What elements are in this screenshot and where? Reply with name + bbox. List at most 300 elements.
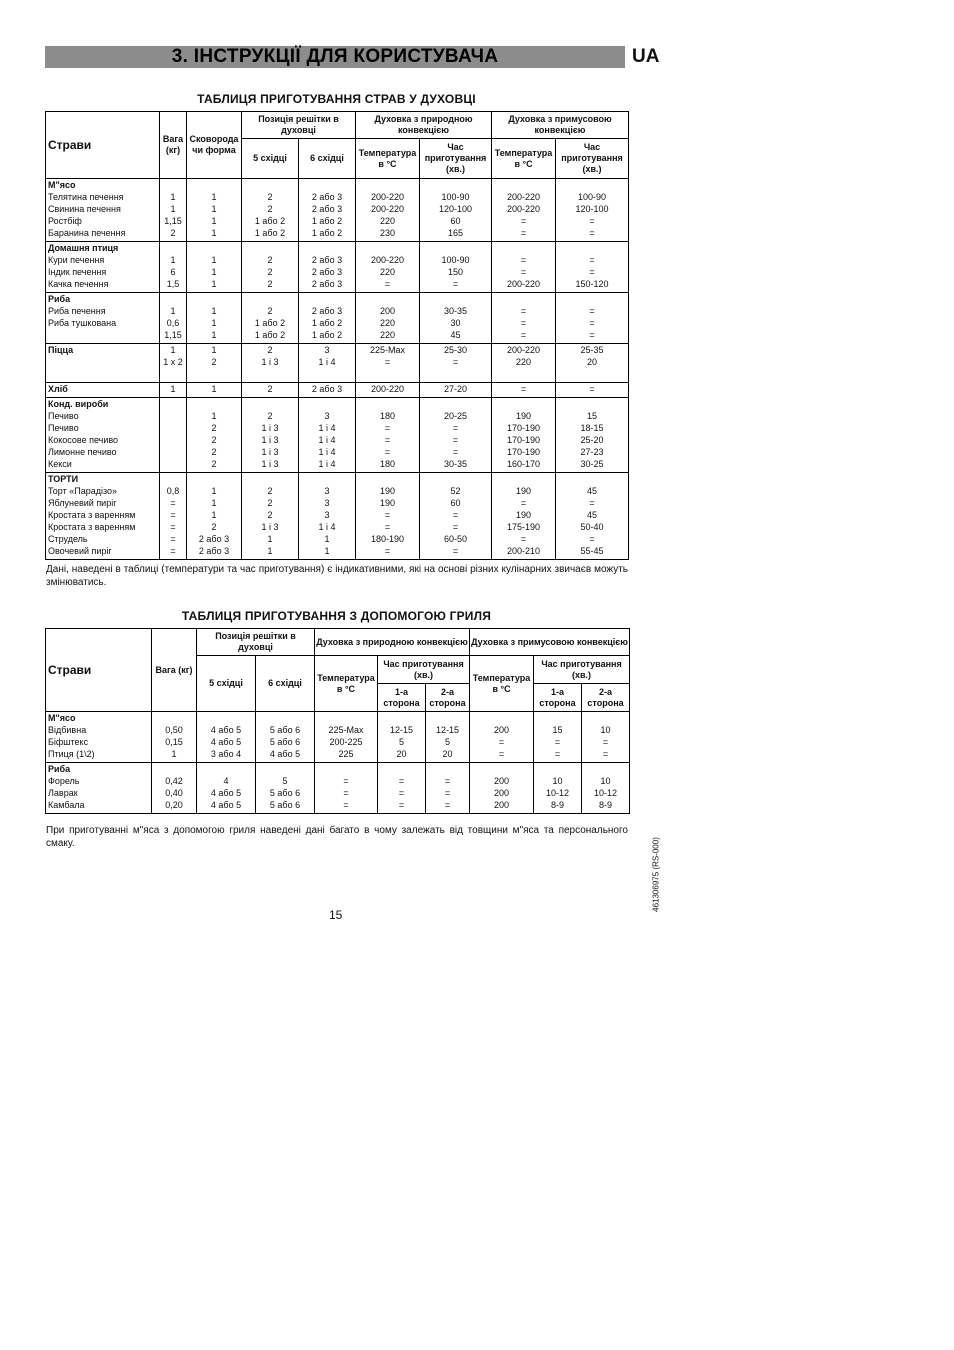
language-code: UA (632, 46, 660, 67)
spacer (470, 763, 533, 775)
spacer (187, 293, 241, 305)
dish-name: Телятина печення (48, 192, 124, 202)
cell-value: 0,6 (166, 318, 180, 328)
value-cell (492, 473, 556, 560)
spacer (420, 473, 491, 485)
cell-value: = (398, 788, 405, 798)
spacer (420, 368, 491, 380)
cell-value: 2 (267, 498, 273, 508)
cell-value: 1 (170, 255, 176, 265)
grill-header-natural-temp: Температура в °С (315, 656, 378, 712)
cell-value: 100-90 (578, 192, 607, 202)
cell-value: = (589, 216, 595, 226)
dish-name: Струдель (48, 534, 88, 544)
cell-value: 30-25 (580, 459, 604, 469)
spacer (420, 398, 491, 410)
value-cell (492, 242, 556, 293)
dish-name: Баранина печення (48, 228, 126, 238)
value-cell (187, 179, 242, 242)
cell-value: = (384, 423, 391, 433)
cell-value: = (384, 357, 391, 367)
cell-value: = (452, 522, 459, 532)
cell-value: 1 або 2 (311, 318, 343, 328)
cell-value: = (602, 749, 609, 759)
grill-header-forced-temp: Температура в °С (470, 656, 534, 712)
value-cell (492, 179, 556, 242)
cell-value: 2 (267, 279, 273, 289)
cell-value: 2 (211, 522, 217, 532)
dish-name: Печиво (48, 423, 79, 433)
value-cell (242, 344, 299, 383)
cell-value: 45 (587, 486, 598, 496)
cell-value: = (452, 279, 459, 289)
cell-value: 1 (171, 749, 177, 759)
value-cell (197, 763, 256, 814)
dish-name: Овочевий пиріг (48, 546, 112, 556)
cell-value: 1 і 3 (261, 447, 279, 457)
table-row-group (46, 383, 629, 398)
cell-value: = (384, 435, 391, 445)
value-cell (256, 763, 315, 814)
spacer (470, 712, 533, 724)
grill-table-title: ТАБЛИЦЯ ПРИГОТУВАННЯ З ДОПОМОГОЮ ГРИЛЯ (181, 609, 492, 623)
cell-value: 1,15 (164, 216, 182, 226)
cell-value: 8-9 (599, 800, 613, 810)
cell-value: 1 (211, 345, 217, 355)
cell-value: = (589, 306, 595, 316)
spacer (152, 712, 196, 724)
cell-value: = (384, 522, 391, 532)
value-cell (160, 398, 187, 473)
cell-value: 25-35 (580, 345, 604, 355)
cell-value: 4 (223, 776, 229, 786)
value-cell (187, 242, 242, 293)
cell-value: 200-220 (507, 192, 541, 202)
cell-value: = (170, 546, 176, 556)
cell-value: 5 або 6 (269, 725, 301, 735)
cell-value: = (520, 228, 527, 238)
value-cell (152, 712, 197, 763)
cell-value: 1 (211, 498, 217, 508)
cell-value: 0,20 (165, 800, 183, 810)
cell-value: 45 (587, 510, 598, 520)
table-row-group (46, 344, 629, 383)
spacer (187, 473, 241, 485)
spacer (160, 179, 186, 191)
dish-name: Відбивна (48, 725, 87, 735)
cell-value: 1 (211, 204, 217, 214)
value-cell (470, 763, 534, 814)
cell-value: 60 (450, 216, 461, 226)
cell-value: = (520, 498, 527, 508)
cell-value: = (520, 216, 527, 226)
dish-name-cell (46, 293, 160, 344)
spacer (160, 473, 186, 485)
spacer (299, 293, 355, 305)
cell-value: 4 або 5 (210, 800, 242, 810)
cell-value: 1 або 2 (254, 216, 286, 226)
cell-value (160, 458, 186, 470)
oven-table-title: ТАБЛИЦЯ ПРИГОТУВАННЯ СТРАВ У ДУХОВЦІ (197, 92, 476, 106)
value-cell (197, 712, 256, 763)
dish-name: Форель (48, 776, 80, 786)
value-cell (556, 383, 629, 398)
group-title: Домашня птиця (48, 243, 119, 253)
cell-value: 180 (379, 459, 396, 469)
value-cell (492, 344, 556, 383)
value-cell (242, 473, 299, 560)
value-cell (420, 473, 492, 560)
cell-value: 190 (516, 510, 532, 520)
header-forced-convection: Духовка з примусовою конвекцією (492, 112, 629, 139)
cell-value: 2 (211, 357, 217, 367)
cell-value: = (589, 228, 595, 238)
dish-name: Індик печення (48, 267, 107, 277)
dish-name: Свинина печення (48, 204, 121, 214)
cell-value: 30-35 (443, 306, 468, 316)
cell-value: 1 (170, 384, 176, 394)
cell-value: 30-35 (443, 459, 468, 469)
value-cell (534, 712, 582, 763)
spacer (492, 398, 555, 410)
cell-value: 220 (379, 216, 396, 226)
spacer (299, 179, 355, 191)
value-cell (187, 473, 242, 560)
cell-value: 3 (324, 510, 330, 520)
cell-value: 2 або 3 (198, 534, 230, 544)
dish-name: Ростбіф (48, 216, 82, 226)
dish-name: Кури печення (48, 255, 105, 265)
value-cell (420, 383, 492, 398)
cell-value: 200-225 (329, 737, 363, 747)
spacer (160, 242, 186, 254)
value-cell (556, 293, 629, 344)
spacer (582, 712, 629, 724)
spacer (242, 398, 298, 410)
cell-value: 1 і 3 (261, 435, 279, 445)
cell-value: 0,42 (165, 776, 183, 786)
spacer (556, 368, 628, 380)
value-cell (356, 383, 420, 398)
cell-value: = (554, 749, 561, 759)
cell-value: 0,8 (166, 486, 180, 496)
dish-name: Кростата з варенням (48, 510, 136, 520)
spacer (356, 293, 419, 305)
cell-value: 200 (494, 788, 510, 798)
grill-header-natural-convection: Духовка з природною конвекцією (315, 629, 470, 656)
spacer (556, 179, 628, 191)
cell-value: 5 або 6 (269, 788, 301, 798)
cell-value: 2 (211, 459, 217, 469)
spacer (187, 179, 241, 191)
cell-value: = (170, 498, 176, 508)
cell-value: 200-220 (507, 279, 541, 289)
value-cell (242, 242, 299, 293)
cell-value: 120-100 (438, 204, 473, 214)
spacer (356, 473, 419, 485)
spacer (197, 712, 255, 724)
value-cell (556, 473, 629, 560)
dish-name: Яблуневий пиріг (48, 498, 117, 508)
cell-value: 2 (211, 423, 217, 433)
dish-name: Кекси (48, 459, 72, 469)
cell-value: 1 і 4 (318, 435, 336, 445)
cell-value: 2 або 3 (311, 255, 343, 265)
spacer (160, 293, 186, 305)
dish-name-cell (46, 763, 152, 814)
table-row-group (46, 398, 629, 473)
spacer (420, 179, 491, 191)
cell-value: = (398, 800, 405, 810)
table-row-group (46, 763, 630, 814)
cell-value: 8-9 (551, 800, 565, 810)
header-position: Позиція решітки в духовці (242, 112, 356, 139)
cell-value: 3 або 4 (210, 749, 242, 759)
spacer (492, 293, 555, 305)
cell-value: 1,5 (166, 279, 180, 289)
spacer (378, 712, 425, 724)
cell-value (160, 410, 186, 422)
value-cell (492, 398, 556, 473)
grill-header-weight: Вага (кг) (152, 629, 197, 712)
spacer (187, 368, 241, 380)
cell-value: 200-220 (507, 345, 541, 355)
cell-value: 0,50 (165, 725, 183, 735)
cell-value: 150 (447, 267, 464, 277)
cell-value: = (589, 330, 595, 340)
cell-value (160, 434, 186, 446)
cell-value: 1 (211, 228, 217, 238)
cell-value: 2 або 3 (311, 267, 343, 277)
value-cell (378, 763, 426, 814)
cell-value: 3 (324, 411, 330, 421)
value-cell (356, 179, 420, 242)
cell-value: 2 або 3 (198, 546, 230, 556)
cell-value: 200 (379, 306, 396, 316)
value-cell (356, 398, 420, 473)
cell-value (160, 422, 186, 434)
value-cell (242, 383, 299, 398)
value-cell (356, 473, 420, 560)
cell-value: 6 (170, 267, 176, 277)
cell-value: 1 або 2 (254, 228, 286, 238)
cell-value: = (452, 447, 459, 457)
cell-value: 1 і 4 (318, 357, 336, 367)
cell-value: 2 або 3 (311, 192, 343, 202)
cell-value: 2 (267, 345, 273, 355)
cell-value: 1 і 3 (261, 522, 279, 532)
cell-value: 190 (516, 411, 532, 421)
cell-value: 150-120 (575, 279, 609, 289)
cell-value: 12-15 (389, 725, 414, 735)
dish-name-cell (46, 398, 160, 473)
oven-table-note: Дані, наведені в таблиці (температури та час приготування) є індикативними, які на основі різних кулінарних звичаєв можуть змінюватись. (46, 564, 628, 588)
spacer (556, 473, 628, 485)
cell-value: 2 (267, 267, 273, 277)
grill-header-forced-convection: Духовка з примусовою конвекцією (470, 629, 630, 656)
value-cell (492, 293, 556, 344)
group-title: М"ясо (48, 180, 76, 190)
value-cell (426, 712, 470, 763)
cell-value: 220 (379, 318, 396, 328)
cell-value: = (444, 776, 451, 786)
cell-value: 1 і 4 (318, 522, 336, 532)
value-cell (420, 242, 492, 293)
dish-name (48, 356, 159, 368)
cell-value: 5 або 6 (269, 737, 301, 747)
cell-value: 27-23 (580, 447, 604, 457)
cell-value: = (452, 546, 459, 556)
cell-value: 170-190 (507, 447, 541, 457)
spacer (242, 368, 298, 380)
cell-value: 1 і 3 (261, 423, 279, 433)
cell-value: = (398, 776, 405, 786)
cell-value: 225 (338, 749, 354, 759)
value-cell (299, 179, 356, 242)
value-cell (492, 383, 556, 398)
spacer (187, 398, 241, 410)
cell-value: = (452, 357, 459, 367)
value-cell (242, 398, 299, 473)
cell-value: 100-90 (441, 192, 470, 202)
grill-header-forced-time: Час приготування (хв.) (534, 656, 630, 684)
cell-value: 1 (211, 384, 217, 394)
cell-value: 1 (211, 216, 217, 226)
cell-value: 2 (267, 192, 273, 202)
table-row-group (46, 242, 629, 293)
cell-value: 1 або 2 (311, 330, 343, 340)
spacer (356, 398, 419, 410)
spacer (256, 712, 314, 724)
cell-value: 225-Max (328, 725, 364, 735)
cell-value: 60 (450, 498, 461, 508)
cell-value: = (602, 737, 609, 747)
spacer (534, 712, 581, 724)
cell-value: 1 (211, 486, 217, 496)
cell-value: 165 (447, 228, 464, 238)
spacer (197, 763, 255, 775)
value-cell (160, 383, 187, 398)
cell-value: 10 (600, 776, 611, 786)
cell-value: 1 або 2 (254, 318, 286, 328)
cell-value: = (520, 534, 527, 544)
cell-value: 2 або 3 (311, 204, 343, 214)
spacer (356, 368, 419, 380)
cell-value: 120-100 (575, 204, 609, 214)
spacer (299, 242, 355, 254)
cell-value: = (589, 318, 595, 328)
cell-value: = (452, 510, 459, 520)
spacer (378, 763, 425, 775)
group-title: Риба (48, 764, 71, 774)
cell-value: 3 (324, 486, 330, 496)
cell-value: 20 (442, 749, 453, 759)
dish-name: Біфштекс (48, 737, 89, 747)
header-pan: Сковорода чи форма (187, 112, 242, 179)
spacer (426, 763, 469, 775)
value-cell (242, 293, 299, 344)
cell-value: 1 (170, 345, 176, 355)
group-title: Конд. вироби (48, 399, 109, 409)
cell-value: 190 (379, 486, 396, 496)
cell-value: = (384, 447, 391, 457)
value-cell (299, 293, 356, 344)
cell-value: 3 (324, 498, 330, 508)
group-title: ТОРТИ (48, 474, 79, 484)
cell-value: 1 (211, 192, 217, 202)
cell-value: 180-190 (370, 534, 405, 544)
dish-name: Птиця (1\2) (48, 749, 95, 759)
dish-name-cell (46, 242, 160, 293)
spacer (492, 242, 555, 254)
cell-value: 200-220 (507, 204, 541, 214)
value-cell (556, 398, 629, 473)
value-cell (470, 712, 534, 763)
cell-value: 1 (324, 546, 330, 556)
spacer (556, 398, 628, 410)
spacer (48, 368, 159, 380)
spacer (299, 398, 355, 410)
dish-name-cell (46, 712, 152, 763)
value-cell (242, 179, 299, 242)
dish-name: Печиво (48, 411, 79, 421)
spacer (556, 242, 628, 254)
cell-value: 190 (379, 498, 396, 508)
cell-value: = (170, 534, 176, 544)
cell-value: 5 (398, 737, 404, 747)
cell-value: 25-30 (443, 345, 468, 355)
spacer (492, 368, 555, 380)
cell-value: 170-190 (507, 435, 541, 445)
cell-value: 220 (379, 267, 396, 277)
cell-value: 10 (552, 776, 563, 786)
cell-value: 1 або 2 (311, 216, 343, 226)
cell-value: 1 (211, 306, 217, 316)
cell-value: 2 або 3 (311, 384, 343, 394)
dish-name: Камбала (48, 800, 85, 810)
dish-name: Торт «Парадізо» (48, 486, 118, 496)
group-title: М"ясо (48, 713, 76, 723)
value-cell (160, 179, 187, 242)
value-cell (315, 763, 378, 814)
spacer (152, 763, 196, 775)
cell-value: = (343, 800, 349, 810)
cell-value: 2 (267, 255, 273, 265)
grill-header-forced-side-1: 1-а сторона (534, 684, 582, 712)
cell-value: 1 (267, 546, 273, 556)
cell-value: 2 (267, 411, 273, 421)
header-steps-6: 6 східці (299, 139, 356, 179)
value-cell (299, 473, 356, 560)
spacer (256, 763, 314, 775)
header-forced-time: Час приготування (хв.) (556, 139, 629, 179)
cell-value: 50-40 (580, 522, 604, 532)
cell-value: 0,15 (165, 737, 183, 747)
section-title: 3. ІНСТРУКЦІЇ ДЛЯ КОРИСТУВАЧА (171, 46, 499, 67)
table-row-group (46, 473, 629, 560)
table-row-group (46, 712, 630, 763)
cell-value: 200-220 (370, 204, 405, 214)
grill-header-natural-side-1: 1-а сторона (378, 684, 426, 712)
spacer (315, 763, 377, 775)
cell-value: 1 і 4 (318, 447, 336, 457)
oven-cooking-table (45, 111, 629, 560)
cell-value: 4 або 5 (269, 749, 301, 759)
cell-value: 1 (211, 411, 217, 421)
cell-value: 1 (170, 306, 176, 316)
cell-value: 1 і 4 (318, 459, 336, 469)
cell-value: 1 (211, 330, 217, 340)
